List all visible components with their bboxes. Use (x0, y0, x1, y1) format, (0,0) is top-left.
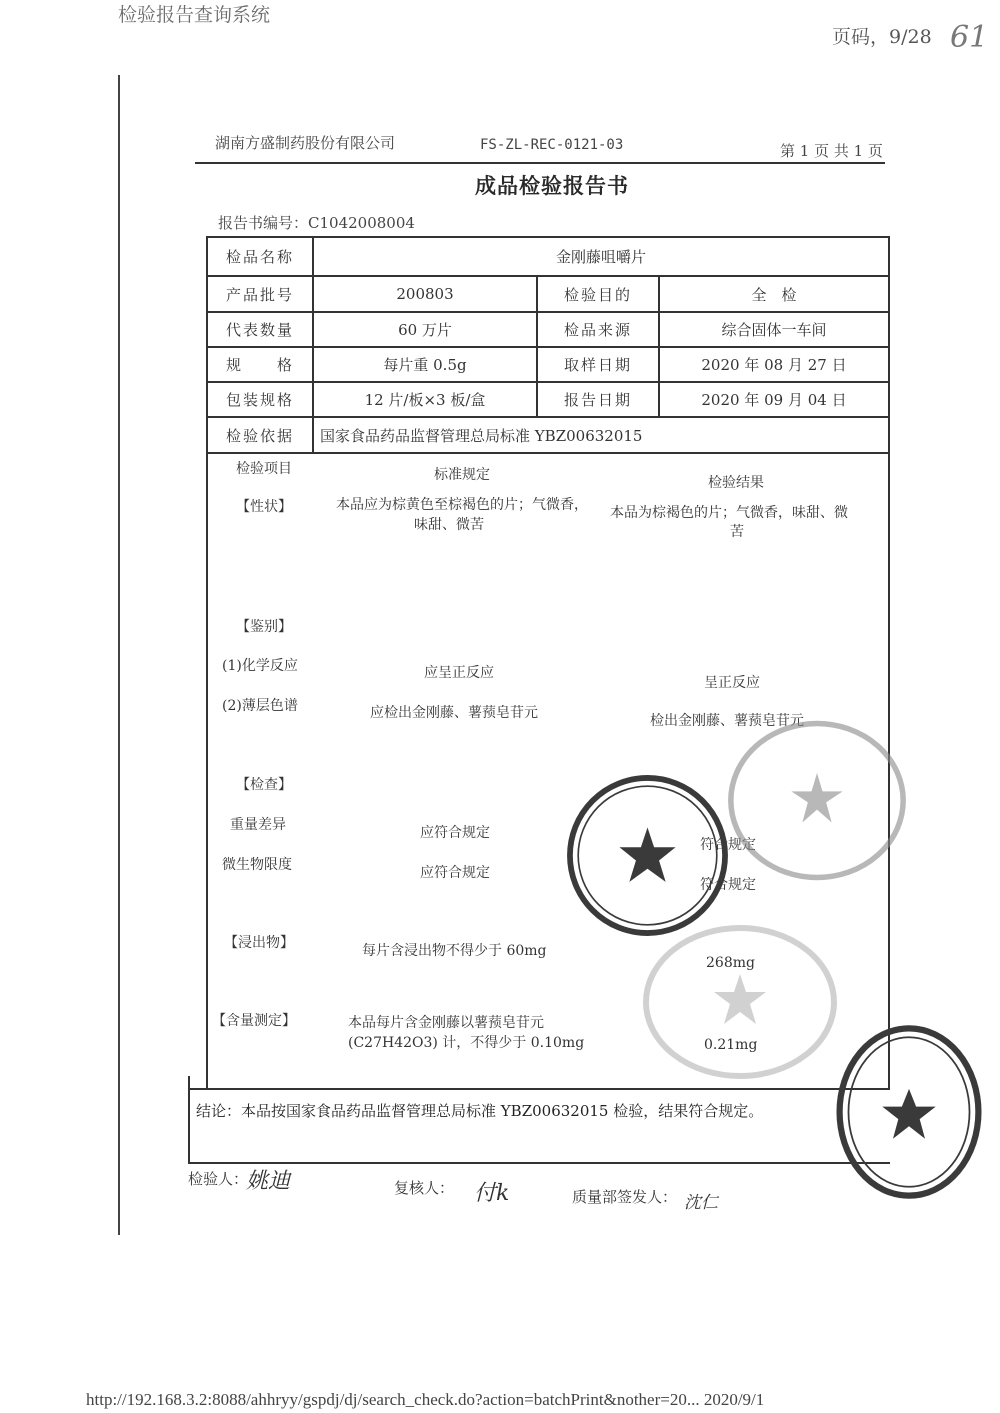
issuer-label: 质量部签发人： (572, 1188, 678, 1206)
conclusion: 结论：本品按国家食品药品监督管理总局标准 YBZ00632015 检验，结果符合规定。 (196, 1102, 764, 1120)
assay-standard-2: (C27H42O3) 计，不得少于 0.10mg (348, 1035, 585, 1051)
report-date-label: 报告日期 (563, 391, 632, 409)
col-result-header: 检验结果 (708, 475, 764, 491)
purpose-value: 全 检 (751, 285, 797, 304)
header-rule (195, 162, 885, 164)
ident-1-standard: 应呈正反应 (424, 665, 494, 681)
inspector-label: 检验人： (188, 1170, 249, 1188)
qty-label: 代表数量 (225, 321, 294, 339)
spec-label: 规 格 (225, 356, 294, 374)
sample-date-value: 2020 年 08 月 27 日 (701, 356, 847, 374)
extract-section: 【浸出物】 (224, 935, 294, 951)
qty-value: 60 万片 (398, 321, 452, 339)
basis-label: 检验依据 (225, 426, 294, 445)
batch-label: 产品批号 (225, 285, 294, 304)
source-label: 检品来源 (563, 321, 632, 339)
micro-standard: 应符合规定 (420, 865, 490, 881)
footer-url: http://192.168.3.2:8088/ahhryy/gspdj/dj/search_check.do?action=batchPrint&nother=20... 2020/9/1 (86, 1390, 765, 1409)
report-title: 成品检验报告书 (475, 173, 629, 198)
name-label: 检品名称 (225, 248, 294, 266)
spec-value: 每片重 0.5g (383, 356, 467, 374)
county-hospital-seal (722, 718, 912, 883)
assay-result: 0.21mg (704, 1037, 758, 1053)
check-section: 【检查】 (236, 777, 292, 793)
col-standard-header: 标准规定 (434, 467, 490, 483)
batch-value: 200803 (396, 285, 454, 303)
ident-1-result: 呈正反应 (704, 675, 760, 691)
handwritten-number: 61 (950, 20, 989, 55)
pack-label: 包装规格 (225, 391, 294, 409)
character-standard-2: 味甜、微苦 (414, 517, 484, 533)
report-number: 报告书编号：C1042008004 (218, 214, 415, 232)
issuer-signature: 沈仁 (684, 1193, 718, 1213)
weight-item: 重量差异 (230, 817, 286, 833)
page-number: 页码，9/28 (832, 26, 932, 48)
basis-value: 国家食品药品监督管理总局标准 YBZ00632015 (320, 426, 643, 445)
ident-1-item: (1)化学反应 (222, 658, 298, 674)
company-quality-seal (834, 1023, 984, 1201)
character-result-2: 苦 (730, 524, 744, 540)
character-result-1: 本品为棕褐色的片；气微香，味甜、微 (610, 505, 848, 521)
ident-2-standard: 应检出金刚藤、薯蓣皂苷元 (370, 705, 538, 721)
identification-section: 【鉴别】 (236, 619, 292, 635)
weight-standard: 应符合规定 (420, 825, 490, 841)
company-qc-seal (565, 773, 730, 938)
name-value: 金刚藤咀嚼片 (555, 248, 646, 266)
source-value: 综合固体一车间 (721, 321, 827, 339)
page-of: 第 1 页 共 1 页 (780, 142, 883, 160)
sample-date-label: 取样日期 (563, 356, 632, 374)
pack-value: 12 片/板×3 板/盒 (364, 391, 486, 409)
micro-item: 微生物限度 (222, 857, 292, 873)
assay-section: 【含量测定】 (212, 1013, 296, 1029)
faded-hospital-seal (640, 922, 840, 1082)
scan-edge-line (118, 75, 120, 1235)
extract-result: 268mg (706, 955, 755, 971)
extract-standard: 每片含浸出物不得少于 60mg (362, 943, 547, 959)
weight-result: 符合规定 (700, 837, 756, 853)
purpose-label: 检验目的 (563, 285, 632, 304)
document-code: FS-ZL-REC-0121-03 (480, 137, 624, 153)
ident-2-result: 检出金刚藤、薯蓣皂苷元 (650, 713, 804, 729)
character-standard-1: 本品应为棕黄色至棕褐色的片；气微香， (336, 497, 588, 513)
ident-2-item: (2)薄层色谱 (222, 698, 298, 714)
micro-result: 符合规定 (700, 877, 756, 893)
character-section: 【性状】 (236, 499, 292, 515)
col-item-header: 检验项目 (236, 461, 292, 477)
system-title: 检验报告查询系统 (118, 4, 271, 26)
reviewer-signature: 付k (474, 1181, 510, 1206)
reviewer-label: 复核人： (394, 1179, 455, 1197)
assay-standard-1: 本品每片含金刚藤以薯蓣皂苷元 (348, 1015, 544, 1031)
report-date-value: 2020 年 09 月 04 日 (701, 391, 847, 409)
inspector-signature: 姚迪 (246, 1169, 291, 1194)
company-name: 湖南方盛制药股份有限公司 (215, 134, 396, 152)
